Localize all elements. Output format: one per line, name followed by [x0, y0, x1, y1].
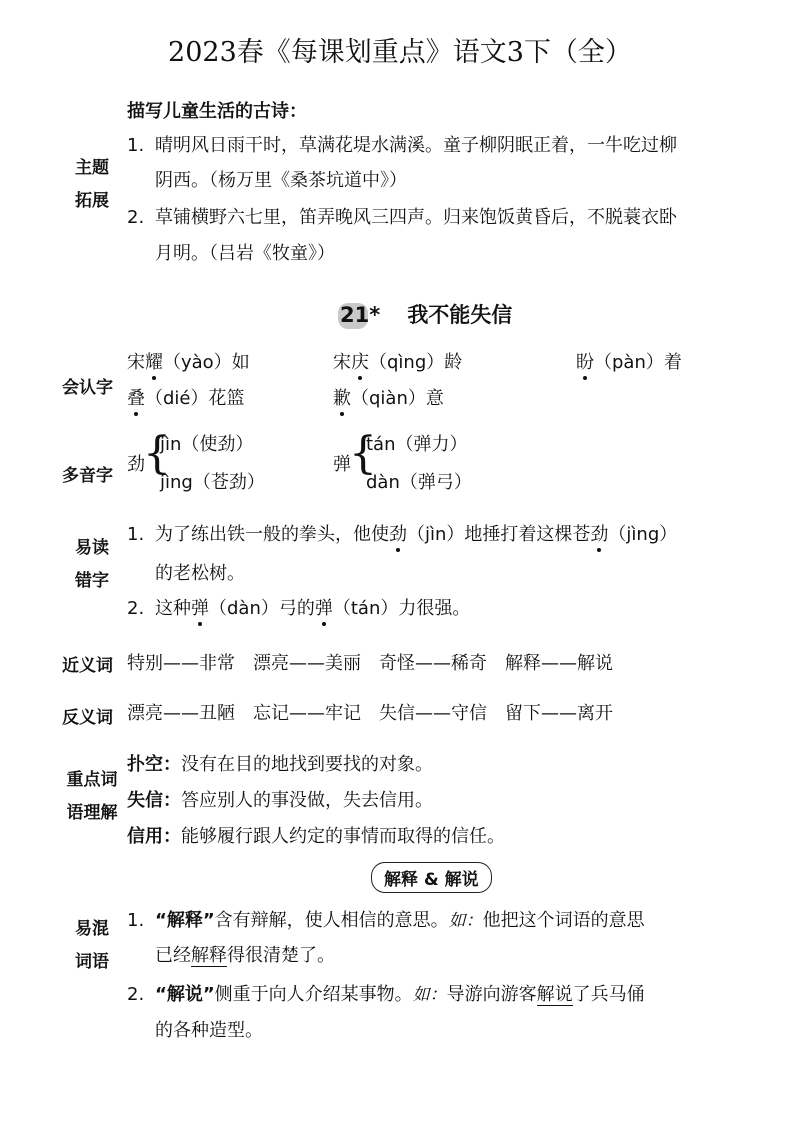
lesson-heading — [340, 299, 512, 329]
poem-1-line2: 阴西。（杨万里《桑茶坑道中》） — [155, 170, 407, 191]
theme-label: 主题 拓展 — [75, 158, 109, 211]
recognize-item: 盼（pàn）着 — [576, 352, 682, 373]
polyphonic-reading: dàn（弹弓） — [366, 472, 472, 493]
page-title: 2023春《每课划重点》语文3下（全） — [168, 37, 632, 68]
key-word-item: 信用：能够履行跟人约定的事情而取得的信任。 — [127, 826, 505, 847]
poem-2-line1: 2. 草铺横野六七里，笛弄晚风三四声。归来饱饭黄昏后，不脱蓑衣卧 — [127, 207, 677, 228]
synonyms-label: 近义词 — [62, 656, 113, 676]
misread-label: 易读 错字 — [75, 538, 109, 591]
key-words-label: 重点词 语理解 — [66, 770, 118, 823]
confusing-item-2-line2: 的各种造型。 — [155, 1020, 263, 1041]
polyphonic-char: 弹 — [333, 454, 351, 475]
misread-item-2: 2. 这种弹（dàn）弓的弹（tán）力很强。 — [127, 598, 471, 619]
confusing-label: 易混 词语 — [75, 919, 109, 972]
compare-pill: 解释 & 解说 — [371, 862, 492, 893]
misread-item-1: 1. 为了练出铁一般的拳头，他使劲（jìn）地捶打着这棵苍劲（jìng） — [127, 524, 678, 545]
recognize-label: 会认字 — [62, 378, 113, 398]
polyphonic-char: 劲 — [127, 454, 145, 475]
misread-item-1-line2: 的老松树。 — [155, 563, 245, 584]
key-word-item: 扑空：没有在目的地找到要找的对象。 — [127, 754, 433, 775]
confusing-item-1: 1. “解释”含有辩解，使人相信的意思。如：他把这个词语的意思 — [127, 910, 645, 931]
antonyms-label: 反义词 — [62, 708, 113, 728]
polyphonic-reading: jìng（苍劲） — [160, 472, 265, 493]
recognize-item: 宋庆（qìng）龄 — [333, 352, 463, 373]
key-word-item: 失信：答应别人的事没做，失去信用。 — [127, 790, 433, 811]
lesson-title: 我不能失信 — [407, 303, 513, 327]
brace: { — [349, 428, 377, 479]
poem-2-line2: 月明。（吕岩《牧童》） — [155, 243, 335, 264]
confusing-item-1-line2: 已经解释得很清楚了。 — [155, 945, 335, 966]
recognize-item: 叠（dié）花篮 — [127, 388, 245, 409]
confusing-item-2: 2. “解说”侧重于向人介绍某事物。如：导游向游客解说了兵马俑 — [127, 984, 645, 1005]
polyphonic-reading: jìn（使劲） — [160, 434, 254, 455]
poem-1-line1: 1. 晴明风日雨干时，草满花堤水满溪。童子柳阴眠正着，一牛吃过柳 — [127, 135, 677, 156]
antonyms-text: 漂亮——丑陋 忘记——牢记 失信——守信 留下——离开 — [127, 703, 613, 724]
polyphonic-label: 多音字 — [62, 466, 113, 486]
polyphonic-reading: tán（弹力） — [366, 434, 468, 455]
brace: { — [143, 428, 171, 479]
example-marker: 如： — [412, 985, 447, 1005]
example-marker: 如： — [448, 911, 483, 931]
recognize-item: 歉（qiàn）意 — [333, 388, 444, 409]
lesson-number: 21* — [340, 303, 381, 327]
recognize-item: 宋耀（yào）如 — [127, 352, 250, 373]
synonyms-text: 特别——非常 漂亮——美丽 奇怪——稀奇 解释——解说 — [127, 653, 613, 674]
theme-heading: 描写儿童生活的古诗： — [127, 101, 307, 122]
